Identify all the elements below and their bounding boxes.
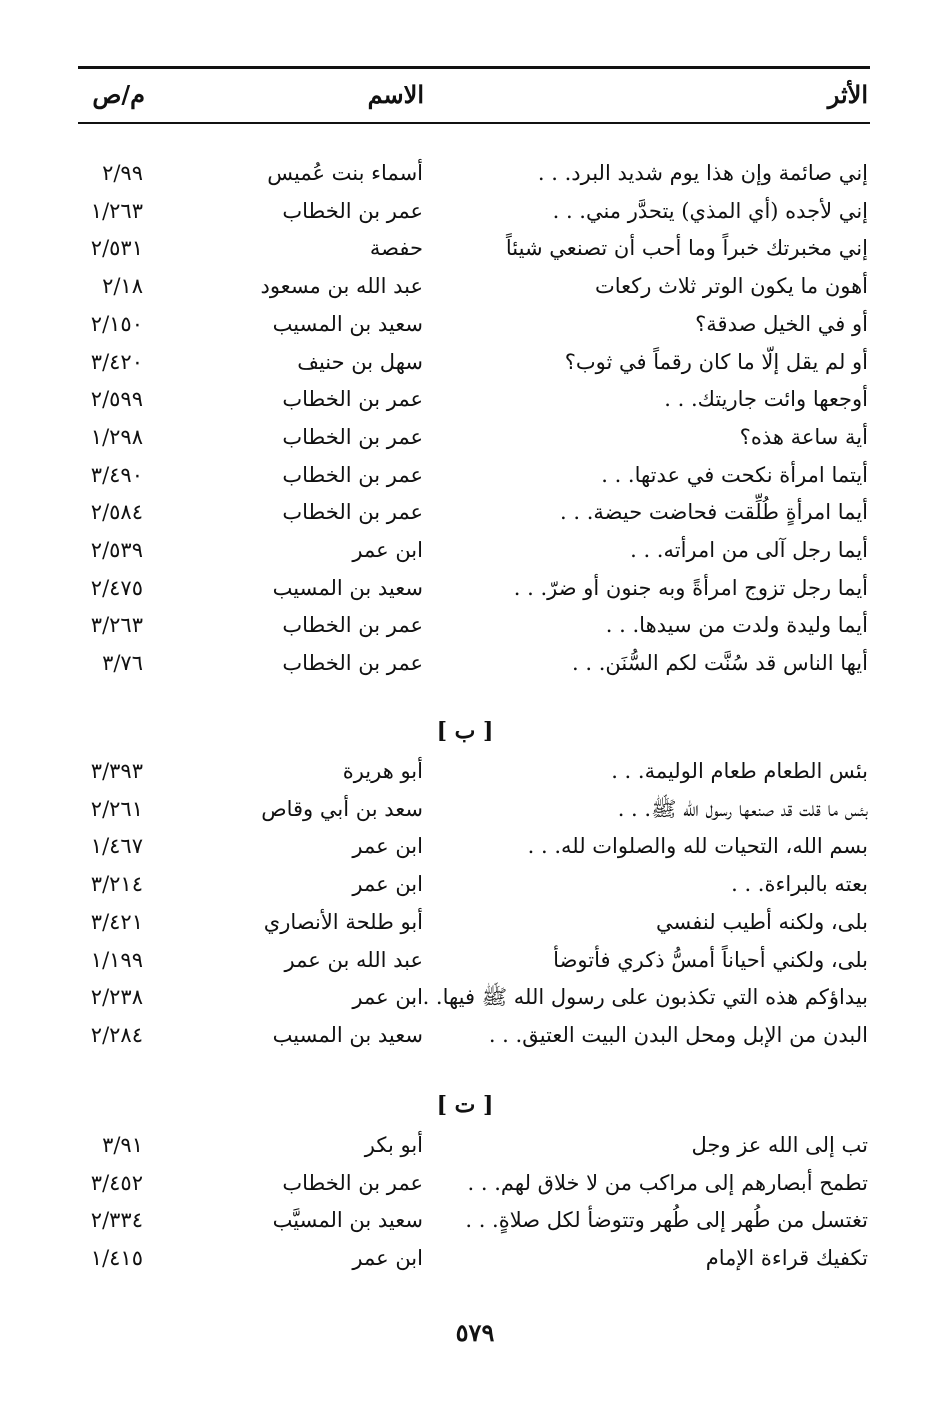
athar-text: بلى، ولكنه أطيب لنفسي xyxy=(656,909,868,934)
index-row xyxy=(0,645,950,681)
narrator-name: حفصة xyxy=(369,236,423,261)
athar-text: تغتسل من طُهر إلى طُهر وتتوضأ لكل صلاةٍ. . . xyxy=(465,1208,868,1233)
volume-page-ref: ١/٢٩٨ xyxy=(90,424,143,449)
index-row xyxy=(0,570,950,606)
athar-text: بعته بالبراءة. . . xyxy=(731,872,868,897)
volume-page-ref: ٢/٥٩٩ xyxy=(90,387,143,412)
index-row xyxy=(0,494,950,530)
volume-page-ref: ١/٤١٥ xyxy=(90,1246,143,1271)
narrator-name: عمر بن الخطاب xyxy=(282,500,423,525)
athar-text: بئس الطعام طعام الوليمة. . . xyxy=(611,759,868,783)
index-row xyxy=(0,753,950,789)
athar-text: بئس ما قلت قد صنعها رسول الله ﷺ. . . xyxy=(617,796,868,821)
volume-page-ref: ٢/٢٨٤ xyxy=(90,1022,143,1047)
volume-page-ref: ٣/٣٩٣ xyxy=(90,759,143,783)
index-row xyxy=(0,381,950,417)
narrator-name: سعيد بن المسيب xyxy=(272,1022,423,1047)
volume-page-ref: ٣/٩١ xyxy=(102,1133,143,1157)
volume-page-ref: ٢/١٥٠ xyxy=(90,311,143,336)
index-row xyxy=(0,419,950,455)
section-label-text: [ ت ] xyxy=(436,1092,494,1118)
volume-page-ref: ٣/٢٦٣ xyxy=(90,613,143,638)
narrator-name: عمر بن الخطاب xyxy=(282,651,423,676)
volume-page-ref: ١/٤٦٧ xyxy=(90,834,143,859)
narrator-name: عبد الله بن مسعود xyxy=(260,274,423,299)
index-row xyxy=(0,607,950,643)
athar-text: أوجعها وائت جاريتك. . . xyxy=(664,387,868,412)
volume-page-ref: ٣/٤٥٢ xyxy=(90,1170,143,1195)
narrator-name: عمر بن الخطاب xyxy=(282,1170,423,1195)
narrator-name: سعيد بن المسيَّب xyxy=(272,1208,423,1233)
volume-page-ref: ٣/٤٢٠ xyxy=(90,349,143,374)
narrator-name: عمر بن الخطاب xyxy=(282,462,423,487)
narrator-name: ابن عمر xyxy=(352,834,423,859)
narrator-name: عمر بن الخطاب xyxy=(282,424,423,449)
index-row xyxy=(0,866,950,902)
athar-text: أيما وليدة ولدت من سيدها. . . xyxy=(605,613,868,638)
narrator-name: سعيد بن المسيب xyxy=(272,311,423,336)
athar-text: تطمح أبصارهم إلى مراكب من لا خلاق لهم. . . xyxy=(467,1170,868,1195)
athar-text: أيتما امرأة نكحت في عدتها. . . xyxy=(601,462,868,487)
narrator-name: عمر بن الخطاب xyxy=(282,198,423,223)
athar-text: أيما رجل آلى من امرأته. . . xyxy=(630,538,868,562)
narrator-name: أبو طلحة الأنصاري xyxy=(263,909,423,934)
volume-page-ref: ٣/٤٢١ xyxy=(90,909,143,934)
athar-text: أو لم يقل إلّا ما كان رقماً في ثوب؟ xyxy=(564,349,868,374)
index-row xyxy=(0,155,950,191)
header-rule xyxy=(78,122,870,124)
narrator-name: عبد الله بن عمر xyxy=(284,947,423,972)
athar-text: أهون ما يكون الوتر ثلاث ركعات xyxy=(594,274,868,299)
narrator-name: أبو هريرة xyxy=(342,759,423,783)
narrator-name: عمر بن الخطاب xyxy=(282,613,423,638)
index-row xyxy=(0,344,950,380)
volume-page-ref: ٢/٢٦١ xyxy=(90,796,143,821)
athar-text: أيما رجل تزوج امرأةً وبه جنون أو ضرّ. . . xyxy=(513,575,868,600)
volume-page-ref: ٢/٣٣٤ xyxy=(90,1208,143,1233)
narrator-name: ابن عمر xyxy=(352,1246,423,1271)
index-row xyxy=(0,1240,950,1276)
narrator-name: سهل بن حنيف xyxy=(297,349,423,374)
narrator-name: ابن عمر xyxy=(352,538,423,562)
index-row xyxy=(0,1165,950,1201)
athar-text: إني مخبرتك خبراً وما أحب أن تصنعي شيئاً xyxy=(505,236,868,261)
section-label xyxy=(0,1090,950,1120)
column-header-athar: الأثر xyxy=(827,80,868,109)
athar-text: أية ساعة هذه؟ xyxy=(739,424,868,449)
volume-page-ref: ١/١٩٩ xyxy=(90,947,143,972)
section-label-text: [ ب ] xyxy=(436,718,494,744)
index-row xyxy=(0,942,950,978)
index-row xyxy=(0,457,950,493)
volume-page-ref: ٢/٥٣٩ xyxy=(90,538,143,562)
volume-page-ref: ٢/٢٣٨ xyxy=(90,985,143,1010)
index-row xyxy=(0,1017,950,1053)
index-row xyxy=(0,532,950,568)
volume-page-ref: ٢/٤٧٥ xyxy=(90,575,143,600)
volume-page-ref: ٣/٧٦ xyxy=(102,651,143,676)
athar-text: أيها الناس قد سُنَّت لكم السُّنَن. . . xyxy=(572,651,868,676)
section-label xyxy=(0,716,950,746)
athar-text: تب إلى الله عز وجل xyxy=(691,1133,868,1157)
volume-page-ref: ١/٢٦٣ xyxy=(90,198,143,223)
narrator-name: أبو بكر xyxy=(364,1133,423,1157)
column-header-name: الاسم xyxy=(367,80,424,109)
athar-text: البدن من الإبل ومحل البدن البيت العتيق. . . xyxy=(488,1022,868,1047)
index-row xyxy=(0,306,950,342)
index-row xyxy=(0,979,950,1015)
narrator-name: ابن عمر xyxy=(352,872,423,897)
volume-page-ref: ٢/٩٩ xyxy=(102,161,143,185)
volume-page-ref: ٢/٥٨٤ xyxy=(90,500,143,525)
volume-page-ref: ٣/٤٩٠ xyxy=(90,462,143,487)
column-header-ref: م/ص xyxy=(92,80,145,109)
index-row xyxy=(0,230,950,266)
top-rule xyxy=(78,66,870,69)
index-row xyxy=(0,828,950,864)
index-row xyxy=(0,1202,950,1238)
athar-text: بيداؤكم هذه التي تكذبون على رسول الله ﷺ فيها. . . xyxy=(409,985,868,1010)
narrator-name: عمر بن الخطاب xyxy=(282,387,423,412)
volume-page-ref: ٢/١٨ xyxy=(102,274,143,299)
narrator-name: سعيد بن المسيب xyxy=(272,575,423,600)
athar-text: أو في الخيل صدقة؟ xyxy=(695,311,868,336)
index-row xyxy=(0,1127,950,1163)
narrator-name: سعد بن أبي وقاص xyxy=(261,796,423,821)
page-number: ٥٧٩ xyxy=(455,1318,495,1347)
narrator-name: أسماء بنت عُميس xyxy=(267,161,423,185)
index-row xyxy=(0,193,950,229)
narrator-name: ابن عمر xyxy=(352,985,423,1010)
volume-page-ref: ٢/٥٣١ xyxy=(90,236,143,261)
athar-text: بلى، ولكني أحياناً أمسُّ ذكري فأتوضأ xyxy=(553,947,868,972)
athar-text: أيما امرأةٍ طُلِّقت فحاضت حيضة. . . xyxy=(560,500,868,525)
athar-text: إني لأجده (أي المذي) يتحدَّر مني. . . xyxy=(552,198,868,223)
athar-text: إني صائمة وإن هذا يوم شديد البرد. . . xyxy=(537,161,868,185)
index-row xyxy=(0,791,950,827)
volume-page-ref: ٣/٢١٤ xyxy=(90,872,143,897)
index-row xyxy=(0,268,950,304)
athar-text: بسم الله، التحيات لله والصلوات لله. . . xyxy=(527,834,868,859)
index-row xyxy=(0,904,950,940)
athar-text: تكفيك قراءة الإمام xyxy=(705,1246,868,1271)
